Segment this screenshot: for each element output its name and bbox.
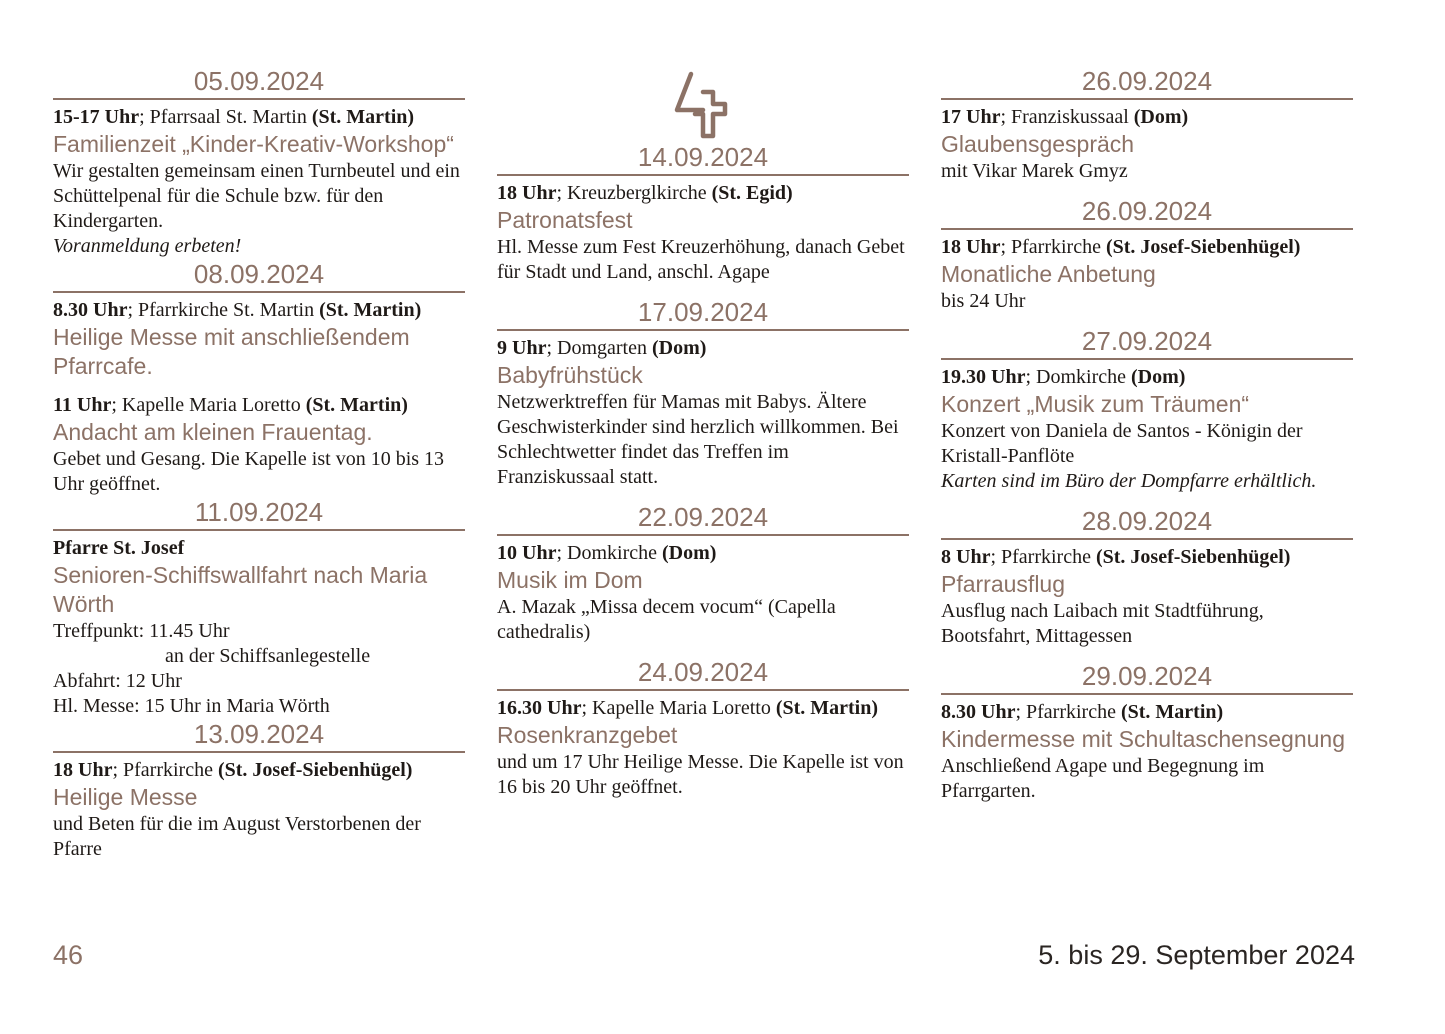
event-time: 15-17 Uhr [53,106,140,128]
event-place: ; Pfarrkirche [112,759,218,781]
event-description: und Beten für die im August Verstorbenen der Pfarre [53,813,421,860]
event [53,758,465,862]
event-detail-line: an der Schiffsanlegestelle [165,645,371,667]
date-heading: 05.09.2024 [53,66,465,100]
event [941,545,1353,649]
event-meta [497,181,909,206]
event [497,336,909,490]
event-place: ; Kapelle Maria Loretto [581,697,776,719]
event-parish: (St. Josef-Siebenhügel) [1095,546,1291,568]
event-place: ; Kapelle Maria Loretto [111,394,306,416]
event-meta [941,700,1353,725]
event-time: 19.30 Uhr [941,366,1026,388]
day-block [497,502,909,645]
event-title: Glaubensgespräch [941,131,1135,157]
event-description: Ausflug nach Laibach mit Stadtführung, Bootsfahrt, Mittagessen [941,600,1264,647]
day-block [941,196,1353,314]
event-detail-line: Abfahrt: 12 Uhr [53,670,182,692]
event-description: Gebet und Gesang. Die Kapelle ist von 10 bis 13 Uhr geöffnet. [53,448,445,495]
event-description: Netzwerktreffen für Mamas mit Babys. Ältere Geschwisterkinder sind herzlich willkommen. Bei Schlechtwetter findet das Treffen im Franziskussaal statt. [497,391,899,488]
event-meta [497,336,909,361]
event-description: Konzert von Daniela de Santos - Königin der Kristall-Panflöte [941,420,1303,467]
event-title: Pfarrausflug [941,571,1066,597]
event-meta [53,105,465,130]
event-place: ; Pfarrkirche [1000,236,1106,258]
day-block [497,657,909,800]
event-description: bis 24 Uhr [941,290,1026,312]
event-time: 18 Uhr [941,236,1001,258]
event-time: 18 Uhr [497,182,557,204]
event [941,700,1353,804]
day-block [53,66,465,259]
event [941,365,1353,494]
event-time: 16.30 Uhr [497,697,582,719]
event-meta [497,696,909,721]
event-meta [497,541,909,566]
event-title: Rosenkranzgebet [497,722,678,748]
parish-cross-logo-icon [673,70,733,142]
day-block [497,297,909,490]
column-middle [497,70,909,812]
event-description: A. Mazak „Missa decem vocum“ (Capella cathedralis) [497,596,836,643]
event-parish: Pfarre St. Josef [53,537,185,559]
event-place: ; Pfarrsaal St. Martin [139,106,312,128]
event-description: Anschließend Agape und Begegnung im Pfarrgarten. [941,755,1265,802]
event-time: 8.30 Uhr [941,701,1016,723]
event-place: ; Franziskussaal [1000,106,1134,128]
event [53,393,465,497]
event-meta [941,105,1353,130]
date-heading: 08.09.2024 [53,259,465,293]
event-place: ; Domkirche [556,542,662,564]
day-block [941,66,1353,184]
day-block [941,661,1353,804]
event-time: 9 Uhr [497,337,547,359]
event-meta [53,393,465,418]
event-title: Babyfrühstück [497,362,643,388]
event-place: ; Pfarrkirche [990,546,1096,568]
event-time: 10 Uhr [497,542,557,564]
event-title: Heilige Messe [53,784,198,810]
event-time: 11 Uhr [53,394,112,416]
day-block [53,259,465,497]
column-right [941,66,1353,816]
event-place: ; Pfarrkirche [1015,701,1121,723]
event [497,541,909,645]
event-note: Voranmeldung erbeten! [53,235,242,257]
event [497,181,909,285]
event-parish: (Dom) [651,337,707,359]
day-block [941,506,1353,649]
event-title: Andacht am kleinen Frauentag. [53,419,373,445]
event-title: Heilige Messe mit anschließendem Pfarrcafe. [53,324,410,379]
event-meta [941,545,1353,570]
event [53,105,465,259]
event-note: Karten sind im Büro der Dompfarre erhältlich. [941,470,1317,492]
event-parish: (Dom) [661,542,717,564]
event-meta [53,758,465,783]
event-parish: (Dom) [1130,366,1186,388]
event-place: ; Domkirche [1025,366,1131,388]
date-heading: 22.09.2024 [497,502,909,536]
date-heading: 27.09.2024 [941,326,1353,360]
event-parish: (St. Josef-Siebenhügel) [217,759,413,781]
event-parish: (St. Martin) [305,394,408,416]
event-title: Kindermesse mit Schultaschensegnung [941,726,1346,752]
event [941,105,1353,184]
event-description: Wir gestalten gemeinsam einen Turnbeutel und ein Schüttelpenal für die Schule bzw. für den Kindergarten. [53,160,460,232]
day-block [53,719,465,862]
event [497,696,909,800]
event-description: und um 17 Uhr Heilige Messe. Die Kapelle ist von 16 bis 20 Uhr geöffnet. [497,751,904,798]
event-meta [53,536,465,561]
date-heading: 14.09.2024 [497,142,909,176]
event [53,536,465,719]
event-time: 18 Uhr [53,759,113,781]
event-time: 8.30 Uhr [53,299,128,321]
event-place: ; Domgarten [546,337,652,359]
event-detail-line: Treffpunkt: 11.45 Uhr [53,620,230,642]
event-parish: (St. Egid) [711,182,793,204]
event-title: Familienzeit „Kinder-Kreativ-Workshop“ [53,131,454,157]
day-block [497,142,909,285]
event-description: mit Vikar Marek Gmyz [941,160,1128,182]
date-heading: 24.09.2024 [497,657,909,691]
event [53,298,465,381]
page-number: 46 [53,940,84,970]
day-block [941,326,1353,494]
event-title: Patronatsfest [497,207,633,233]
event-time: 8 Uhr [941,546,991,568]
event-meta [941,235,1353,260]
event-title: Senioren-Schiffswallfahrt nach Maria Wörth [53,562,428,617]
date-heading: 17.09.2024 [497,297,909,331]
event-parish: (St. Martin) [775,697,879,719]
column-left [53,66,465,874]
event-meta [941,365,1353,390]
event-title: Konzert „Musik zum Träumen“ [941,391,1250,417]
event [941,235,1353,314]
event-parish: (St. Martin) [311,106,415,128]
event-parish: (Dom) [1133,106,1189,128]
event-parish: (St. Martin) [1120,701,1224,723]
date-heading: 26.09.2024 [941,66,1353,100]
event-parish: (St. Josef-Siebenhügel) [1105,236,1301,258]
event-place: ; Pfarrkirche St. Martin [127,299,320,321]
day-block [53,497,465,719]
event-title: Musik im Dom [497,567,643,593]
date-heading: 11.09.2024 [53,497,465,531]
date-heading: 13.09.2024 [53,719,465,753]
date-range: 5. bis 29. September 2024 [1038,940,1355,970]
event-detail-line: Hl. Messe: 15 Uhr in Maria Wörth [53,695,330,717]
date-heading: 26.09.2024 [941,196,1353,230]
event-time: 17 Uhr [941,106,1001,128]
event-description: Hl. Messe zum Fest Kreuzerhöhung, danach Gebet für Stadt und Land, anschl. Agape [497,236,905,283]
event-meta [53,298,465,323]
event-title: Monatliche Anbetung [941,261,1156,287]
date-heading: 28.09.2024 [941,506,1353,540]
date-heading: 29.09.2024 [941,661,1353,695]
event-parish: (St. Martin) [319,299,422,321]
event-place: ; Kreuzberglkirche [556,182,712,204]
